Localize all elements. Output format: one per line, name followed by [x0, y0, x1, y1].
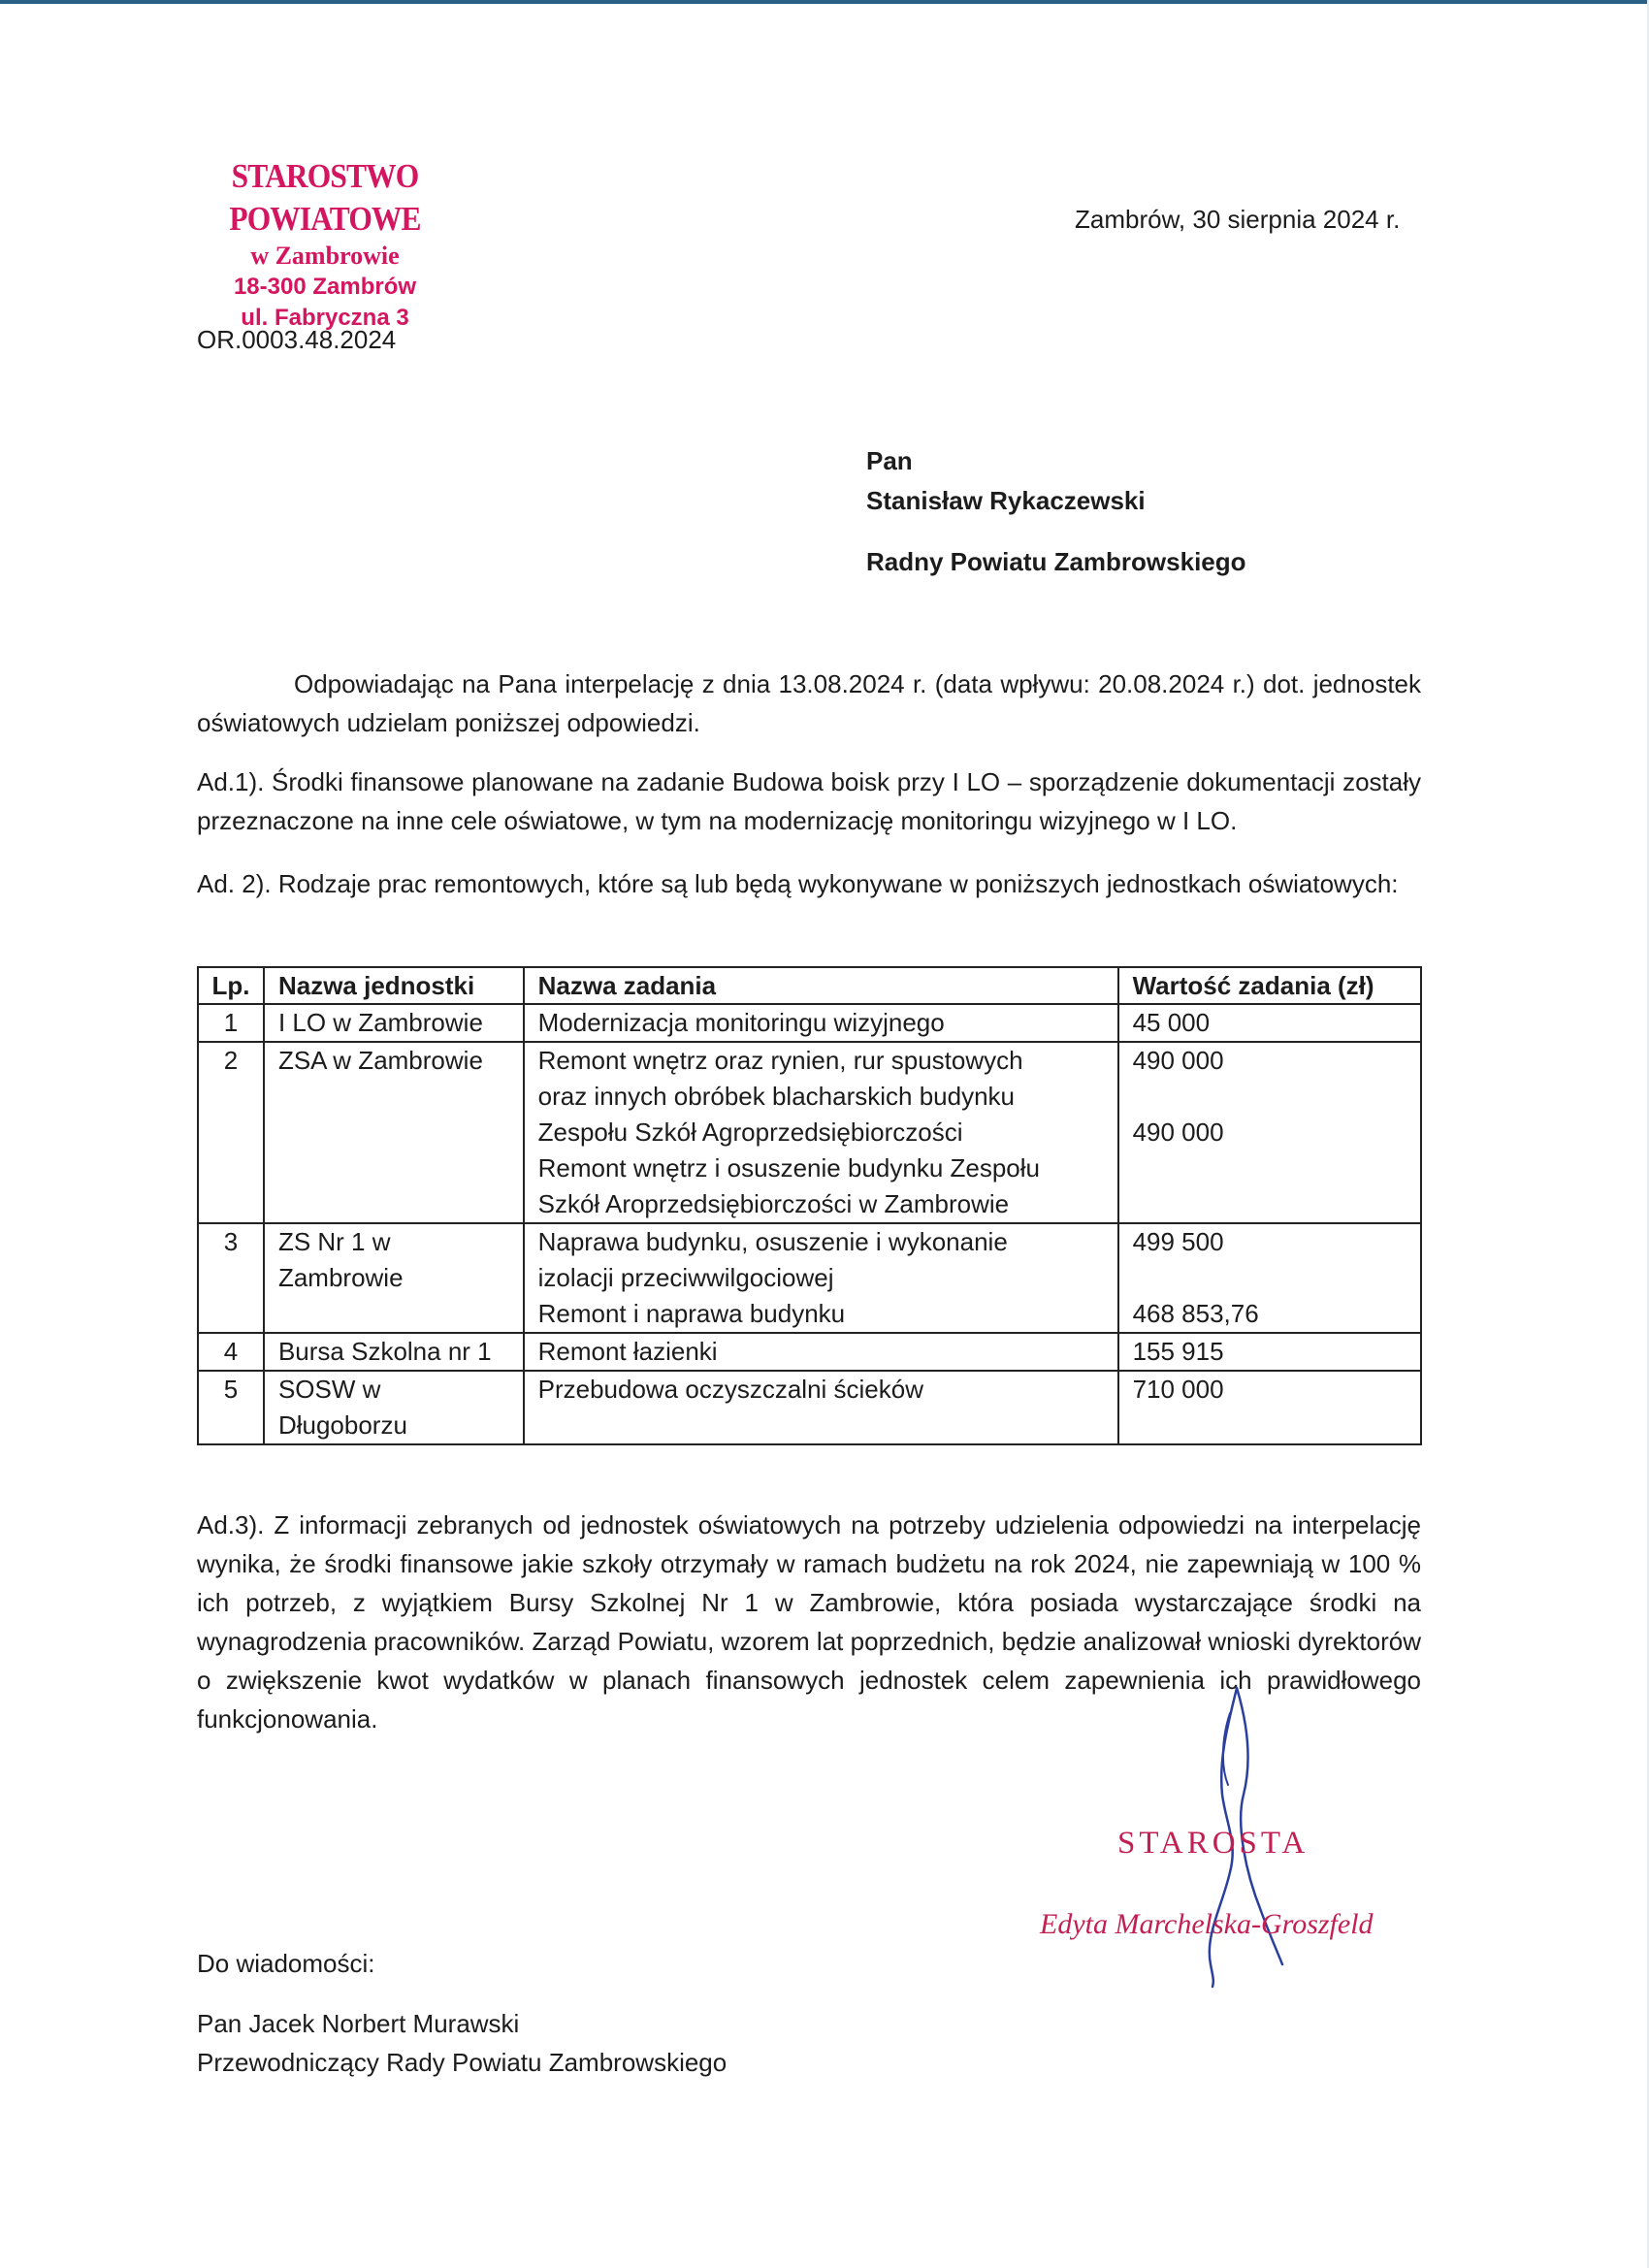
task-line: Remont wnętrz i osuszenie budynku Zespołu	[537, 1153, 1040, 1183]
answer-1-paragraph: Ad.1). Środki finansowe planowane na zadanie Budowa boisk przy I LO – sporządzenie dokumentacji zostały przeznaczone na inne cele oświatowe, w tym na modernizację monitoringu wizyjnego w I LO.	[197, 767, 1421, 835]
answer-3-paragraph: Ad.3). Z informacji zebranych od jednostek oświatowych na potrzeby udzielenia odpowiedzi na interpelację wynika, że środki finansowe jakie szkoły otrzymały w ramach budżetu na rok 2024, nie zapewniają w 100 % ich potrzeb, z wyjątkiem Bursy Szkolnej Nr 1 w Zambrowie, która posiada wystarczające środki na wynagrodzenia pracowników. Zarząd Powiatu, wzorem lat poprzednich, będzie analizował wnioski dyrektorów o zwiększenie kwot wydatków w planach finansowych jednostek celem zapewnienia ich prawidłowego funkcjonowania.	[197, 1510, 1421, 1733]
table-row	[198, 1333, 1421, 1371]
signatory-title: STAROSTA	[1117, 1826, 1310, 1861]
addressee-salutation: Pan	[866, 446, 913, 475]
cell-unit	[264, 1004, 524, 1042]
value-spacer	[1133, 1260, 1406, 1296]
unit-line: I LO w Zambrowie	[277, 1008, 483, 1037]
task-line: Szkół Aroprzedsiębiorczości w Zambrowie	[537, 1189, 1010, 1218]
cc-label: Do wiadomości:	[197, 1949, 375, 1978]
task-line: Zespołu Szkół Agroprzedsiębiorczości	[537, 1118, 963, 1147]
table-row	[198, 1371, 1421, 1444]
task-line: Remont łazienki	[537, 1337, 718, 1366]
value-line: 45 000	[1132, 1008, 1211, 1037]
unit-line: ZSA w Zambrowie	[277, 1046, 483, 1075]
cell-value	[1118, 1371, 1421, 1444]
value-line: 710 000	[1132, 1375, 1224, 1404]
cell-lp: 5	[198, 1371, 264, 1444]
unit-line: ZS Nr 1 w	[277, 1227, 391, 1256]
cell-task	[524, 1333, 1118, 1371]
answer-2-paragraph: Ad. 2). Rodzaje prac remontowych, które są lub będą wykonywane w poniższych jednostkach oświatowych:	[197, 869, 1399, 898]
task-line: Modernizacja monitoringu wizyjnego	[537, 1008, 945, 1037]
task-line: oraz innych obróbek blacharskich budynku	[537, 1082, 1016, 1111]
cell-task	[524, 1004, 1118, 1042]
cell-task	[524, 1371, 1118, 1444]
intro-paragraph: Odpowiadając na Pana interpelację z dnia 13.08.2024 r. (data wpływu: 20.08.2024 r.) dot. jednostek oświatowych udzielam poniższej odpowiedzi.	[197, 669, 1421, 737]
task-line: Naprawa budynku, osuszenie i wykonanie	[537, 1227, 1008, 1256]
place-date: Zambrów, 30 sierpnia 2024 r.	[1075, 205, 1401, 234]
unit-line: Bursa Szkolna nr 1	[277, 1337, 492, 1366]
signatory-name: Edyta Marchelska-Groszfeld	[1040, 1908, 1374, 1940]
header-value: Wartość zadania (zł)	[1118, 967, 1421, 1004]
table-row	[198, 1042, 1421, 1223]
renovation-table	[197, 966, 1422, 1445]
stamp-line-3: 18-300 Zambrów	[233, 274, 417, 300]
cell-value	[1118, 1042, 1421, 1223]
reference-number: OR.0003.48.2024	[197, 325, 397, 354]
addressee-name: Stanisław Rykaczewski	[866, 486, 1146, 515]
value-line: 490 000	[1132, 1118, 1224, 1147]
value-line: 155 915	[1132, 1337, 1224, 1366]
cell-task	[524, 1042, 1118, 1223]
table-header-row	[198, 967, 1421, 1004]
unit-line: Zambrowie	[277, 1263, 404, 1292]
cell-value	[1118, 1004, 1421, 1042]
office-stamp	[141, 155, 509, 334]
header-unit: Nazwa jednostki	[264, 967, 524, 1004]
cc-role: Przewodniczący Rady Powiatu Zambrowskiego	[197, 2048, 728, 2077]
value-line: 499 500	[1132, 1227, 1224, 1256]
header-task: Nazwa zadania	[524, 967, 1118, 1004]
addressee-role: Radny Powiatu Zambrowskiego	[866, 547, 1246, 576]
table-row	[198, 1223, 1421, 1333]
stamp-line-4: ul. Fabryczna 3	[241, 305, 409, 331]
unit-line: Długoborzu	[277, 1410, 407, 1440]
cell-task	[524, 1223, 1118, 1333]
task-line: Remont wnętrz oraz rynien, rur spustowych	[537, 1046, 1023, 1075]
cell-unit	[264, 1223, 524, 1333]
value-spacer	[1133, 1079, 1406, 1115]
cc-name: Pan Jacek Norbert Murawski	[197, 2009, 520, 2038]
cell-value	[1118, 1223, 1421, 1333]
cell-unit	[264, 1333, 524, 1371]
unit-line: SOSW w	[277, 1375, 381, 1404]
table-row	[198, 1004, 1421, 1042]
header-lp: Lp.	[198, 967, 264, 1004]
cell-value	[1118, 1333, 1421, 1371]
cell-unit	[264, 1042, 524, 1223]
stamp-line-2: w Zambrowie	[250, 242, 400, 270]
task-line: Przebudowa oczyszczalni ścieków	[537, 1375, 923, 1404]
cell-unit	[264, 1371, 524, 1444]
cell-lp: 4	[198, 1333, 264, 1371]
scan-edge	[0, 0, 1649, 4]
cell-lp: 1	[198, 1004, 264, 1042]
value-line: 490 000	[1132, 1046, 1224, 1075]
cell-lp: 3	[198, 1223, 264, 1333]
value-line: 468 853,76	[1132, 1299, 1259, 1328]
task-line: izolacji przeciwwilgociowej	[537, 1263, 834, 1292]
stamp-line-1: STAROSTWO POWIATOWE	[229, 157, 421, 238]
task-line: Remont i naprawa budynku	[537, 1299, 846, 1328]
cell-lp: 2	[198, 1042, 264, 1223]
